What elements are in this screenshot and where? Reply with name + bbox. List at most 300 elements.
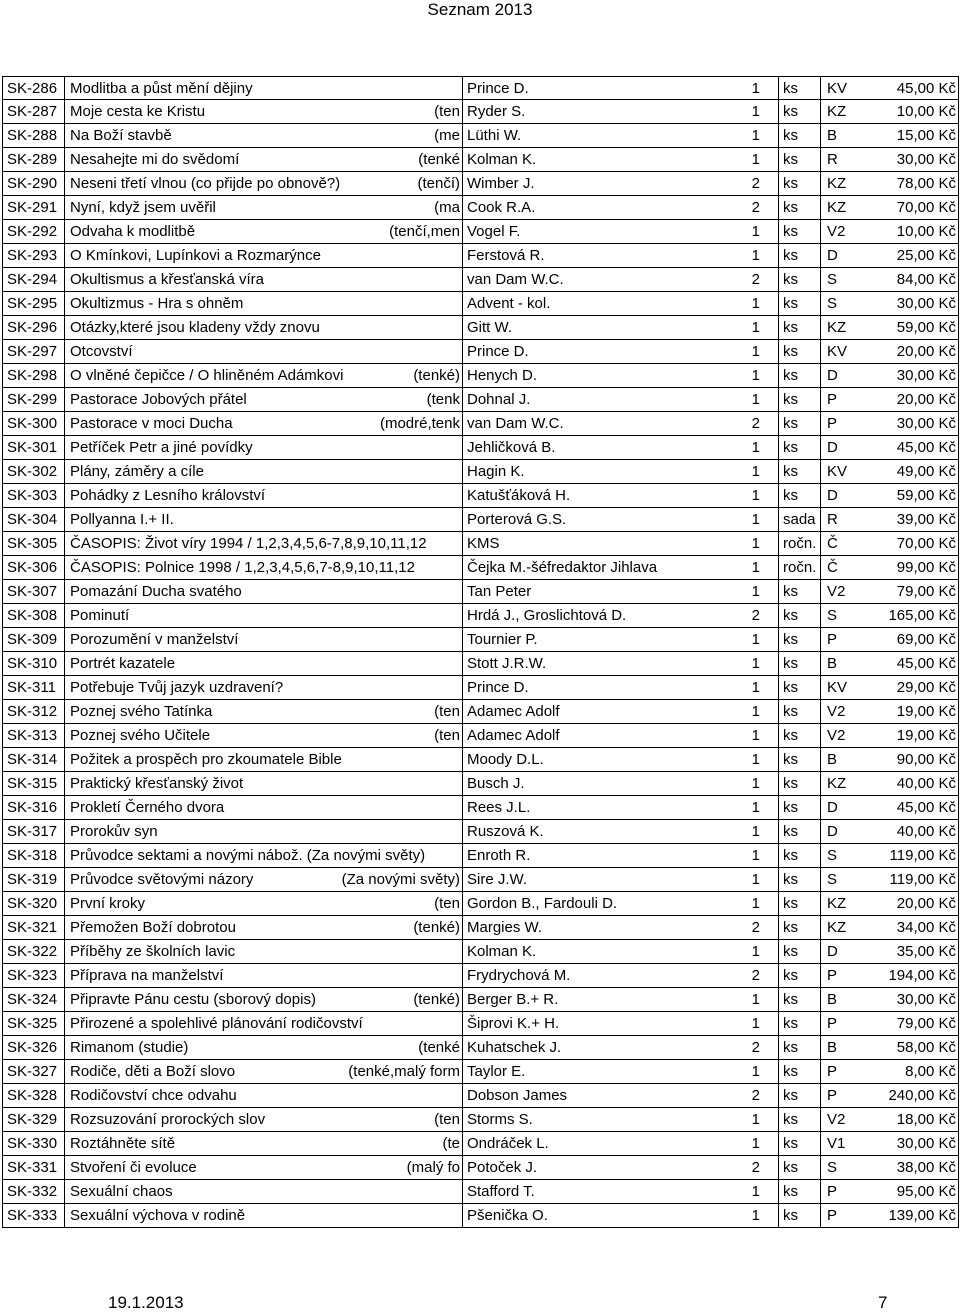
cell-quantity: 2 — [751, 919, 760, 936]
cell-category: P — [820, 1084, 870, 1107]
cell-quantity: 1 — [751, 631, 760, 648]
cell-title-text: Otázky,které jsou kladeny vždy znovu — [70, 319, 320, 336]
cell-code: SK-318 — [2, 844, 64, 867]
cell-unit: ks — [778, 196, 820, 219]
cell-author: Frydrychová M. — [462, 964, 742, 987]
cell-code: SK-327 — [2, 1060, 64, 1083]
cell-category: D — [820, 484, 870, 507]
cell-author: Ryder S. — [462, 100, 742, 123]
cell-title — [64, 988, 462, 1011]
cell-quantity: 1 — [751, 847, 760, 864]
table-row — [2, 412, 959, 436]
cell-category: KV — [820, 676, 870, 699]
cell-code: SK-308 — [2, 604, 64, 627]
cell-quantity: 2 — [751, 199, 760, 216]
cell-title — [64, 436, 462, 459]
cell-unit: ročn. — [778, 556, 820, 579]
cell-quantity: 1 — [751, 583, 760, 600]
cell-author: Adamec Adolf — [462, 724, 742, 747]
cell-title — [64, 916, 462, 939]
cell-author: Henych D. — [462, 364, 742, 387]
cell-code: SK-295 — [2, 292, 64, 315]
cell-unit: ks — [778, 940, 820, 963]
cell-title — [64, 77, 462, 100]
cell-quantity: 1 — [751, 727, 760, 744]
cell-title — [64, 172, 462, 195]
cell-unit: ks — [778, 77, 820, 100]
cell-title — [64, 388, 462, 411]
cell-title-text: Prokletí Černého dvora — [70, 799, 225, 816]
cell-title-text: Odvaha k modlitbě — [70, 223, 196, 240]
cell-price: 194,00 Kč — [870, 964, 959, 987]
cell-title — [64, 820, 462, 843]
table-row — [2, 124, 959, 148]
cell-price: 25,00 Kč — [870, 244, 959, 267]
cell-author: van Dam W.C. — [462, 268, 742, 291]
cell-title-text: Pomazání Ducha svatého — [70, 583, 242, 600]
cell-quantity: 2 — [751, 967, 760, 984]
cell-title-text: Pastorace Jobových přátel — [70, 391, 247, 408]
cell-title — [64, 1156, 462, 1179]
cell-title-text: Pominutí — [70, 607, 130, 624]
cell-author: Prince D. — [462, 676, 742, 699]
cell-author: Dohnal J. — [462, 388, 742, 411]
cell-quantity: 2 — [751, 271, 760, 288]
cell-price: 240,00 Kč — [870, 1084, 959, 1107]
cell-author: Dobson James — [462, 1084, 742, 1107]
cell-code: SK-299 — [2, 388, 64, 411]
cell-title-note: (ma — [434, 199, 460, 216]
cell-title-text: Poznej svého Učitele — [70, 727, 211, 744]
cell-author: Adamec Adolf — [462, 700, 742, 723]
cell-title-note: (tenké,malý form — [348, 1063, 460, 1080]
cell-code: SK-306 — [2, 556, 64, 579]
cell-title — [64, 1108, 462, 1131]
cell-title-text: Okultizmus - Hra s ohněm — [70, 295, 244, 312]
cell-code: SK-292 — [2, 220, 64, 243]
cell-price: 10,00 Kč — [870, 220, 959, 243]
cell-title-text: ČASOPIS: Život víry 1994 / 1,2,3,4,5,6-7,8,9,10,11,12 — [70, 535, 427, 552]
cell-unit: ks — [778, 484, 820, 507]
cell-code: SK-316 — [2, 796, 64, 819]
cell-price: 30,00 Kč — [870, 148, 959, 171]
table-row — [2, 1156, 959, 1180]
cell-title-text: Portrét kazatele — [70, 655, 176, 672]
cell-category: KZ — [820, 316, 870, 339]
cell-title-note: (ten — [434, 895, 460, 912]
cell-title-text: Sexuální chaos — [70, 1183, 173, 1200]
cell-category: P — [820, 388, 870, 411]
table-row — [2, 388, 959, 412]
cell-unit: ks — [778, 100, 820, 123]
cell-title-note: (tenké) — [413, 991, 460, 1008]
cell-price: 79,00 Kč — [870, 580, 959, 603]
cell-code: SK-312 — [2, 700, 64, 723]
cell-code: SK-303 — [2, 484, 64, 507]
cell-quantity: 1 — [751, 223, 760, 240]
cell-title-text: Plány, záměry a cíle — [70, 463, 204, 480]
cell-unit: ks — [778, 1132, 820, 1155]
cell-author: Hrdá J., Groslichtová D. — [462, 604, 742, 627]
cell-unit: ks — [778, 604, 820, 627]
cell-category: S — [820, 1156, 870, 1179]
cell-title — [64, 412, 462, 435]
cell-category: KZ — [820, 772, 870, 795]
table-row — [2, 316, 959, 340]
cell-category: D — [820, 364, 870, 387]
cell-code: SK-314 — [2, 748, 64, 771]
cell-price: 95,00 Kč — [870, 1180, 959, 1203]
table-row — [2, 556, 959, 580]
cell-title-note: (ten — [434, 1111, 460, 1128]
cell-title-text: Rozsuzování prorockých slov — [70, 1111, 266, 1128]
cell-code: SK-328 — [2, 1084, 64, 1107]
cell-title — [64, 532, 462, 555]
cell-category: R — [820, 148, 870, 171]
cell-price: 45,00 Kč — [870, 436, 959, 459]
cell-code: SK-288 — [2, 124, 64, 147]
cell-author: Ferstová R. — [462, 244, 742, 267]
cell-unit: ks — [778, 1180, 820, 1203]
table-row — [2, 1204, 959, 1228]
cell-unit: ks — [778, 364, 820, 387]
cell-unit: ks — [778, 1036, 820, 1059]
cell-title — [64, 220, 462, 243]
cell-category: B — [820, 1036, 870, 1059]
cell-title-text: Rodiče, děti a Boží slovo — [70, 1063, 236, 1080]
cell-title-note: (tenké — [418, 151, 460, 168]
cell-price: 45,00 Kč — [870, 796, 959, 819]
cell-title-note: (ten — [434, 103, 460, 120]
cell-title-text: Pollyanna I.+ II. — [70, 511, 174, 528]
cell-quantity: 1 — [751, 127, 760, 144]
cell-author: Potoček J. — [462, 1156, 742, 1179]
cell-title-text: Průvodce sektami a novými nábož. (Za novými světy) — [70, 847, 426, 864]
cell-author: KMS — [462, 532, 742, 555]
cell-category: KV — [820, 340, 870, 363]
cell-quantity: 1 — [751, 487, 760, 504]
cell-title-note: (ten — [434, 727, 460, 744]
cell-title-text: Stvoření či evoluce — [70, 1159, 197, 1176]
cell-price: 30,00 Kč — [870, 364, 959, 387]
cell-price: 70,00 Kč — [870, 196, 959, 219]
cell-category: S — [820, 604, 870, 627]
cell-unit: ks — [778, 724, 820, 747]
table-row — [2, 892, 959, 916]
cell-author: Kuhatschek J. — [462, 1036, 742, 1059]
table-row — [2, 988, 959, 1012]
cell-category: D — [820, 796, 870, 819]
cell-title — [64, 100, 462, 123]
cell-price: 38,00 Kč — [870, 1156, 959, 1179]
cell-unit: ks — [778, 220, 820, 243]
cell-code: SK-305 — [2, 532, 64, 555]
cell-price: 59,00 Kč — [870, 316, 959, 339]
cell-category: S — [820, 868, 870, 891]
cell-title-note: (tenčí,men — [389, 223, 460, 240]
cell-title — [64, 1084, 462, 1107]
cell-unit: ks — [778, 148, 820, 171]
cell-category: P — [820, 1204, 870, 1227]
cell-quantity: 1 — [751, 343, 760, 360]
cell-unit: ks — [778, 316, 820, 339]
cell-title — [64, 148, 462, 171]
table-row — [2, 532, 959, 556]
cell-price: 20,00 Kč — [870, 340, 959, 363]
cell-title — [64, 196, 462, 219]
table-row — [2, 244, 959, 268]
cell-unit: ks — [778, 868, 820, 891]
cell-price: 20,00 Kč — [870, 892, 959, 915]
cell-author: Berger B.+ R. — [462, 988, 742, 1011]
cell-code: SK-293 — [2, 244, 64, 267]
table-row — [2, 1036, 959, 1060]
cell-quantity: 1 — [751, 103, 760, 120]
cell-quantity: 2 — [751, 1159, 760, 1176]
cell-quantity: 2 — [751, 1039, 760, 1056]
cell-price: 78,00 Kč — [870, 172, 959, 195]
cell-title-note: (me — [434, 127, 460, 144]
cell-code: SK-321 — [2, 916, 64, 939]
cell-author: Storms S. — [462, 1108, 742, 1131]
table-row — [2, 220, 959, 244]
table-row — [2, 1108, 959, 1132]
cell-unit: ks — [778, 700, 820, 723]
cell-code: SK-297 — [2, 340, 64, 363]
cell-code: SK-307 — [2, 580, 64, 603]
cell-title-note: (tenké — [418, 1039, 460, 1056]
cell-category: P — [820, 964, 870, 987]
cell-unit: ks — [778, 388, 820, 411]
cell-category: V2 — [820, 1108, 870, 1131]
table-row — [2, 1012, 959, 1036]
cell-title-text: Rodičovství chce odvahu — [70, 1087, 237, 1104]
table-row — [2, 436, 959, 460]
cell-title-text: Nesahejte mi do svědomí — [70, 151, 240, 168]
cell-unit: ks — [778, 1084, 820, 1107]
cell-title-text: Potřebuje Tvůj jazyk uzdravení? — [70, 679, 284, 696]
cell-title-text: O vlněné čepičce / O hliněném Adámkovi — [70, 367, 344, 384]
cell-title-text: Na Boží stavbě — [70, 127, 172, 144]
cell-code: SK-333 — [2, 1204, 64, 1227]
cell-code: SK-317 — [2, 820, 64, 843]
cell-quantity: 1 — [751, 703, 760, 720]
cell-category: V2 — [820, 220, 870, 243]
cell-code: SK-329 — [2, 1108, 64, 1131]
cell-quantity: 1 — [751, 823, 760, 840]
cell-author: Prince D. — [462, 77, 742, 100]
cell-code: SK-291 — [2, 196, 64, 219]
cell-category: P — [820, 628, 870, 651]
cell-title-note: (te — [442, 1135, 460, 1152]
cell-title-text: Nyní, když jsem uvěřil — [70, 199, 216, 216]
cell-author: Tournier P. — [462, 628, 742, 651]
cell-title — [64, 316, 462, 339]
cell-title-text: Petříček Petr a jiné povídky — [70, 439, 253, 456]
cell-title-note: (tenčí) — [417, 175, 460, 192]
cell-price: 139,00 Kč — [870, 1204, 959, 1227]
cell-quantity: 1 — [751, 367, 760, 384]
cell-title — [64, 748, 462, 771]
cell-category: S — [820, 844, 870, 867]
cell-quantity: 1 — [751, 943, 760, 960]
cell-quantity: 1 — [751, 991, 760, 1008]
cell-title — [64, 796, 462, 819]
cell-code: SK-325 — [2, 1012, 64, 1035]
cell-category: P — [820, 1180, 870, 1203]
cell-quantity: 1 — [751, 247, 760, 264]
cell-unit: ks — [778, 412, 820, 435]
footer-date: 19.1.2013 — [108, 1293, 184, 1312]
cell-category: S — [820, 268, 870, 291]
cell-title-note: (modré,tenk — [379, 415, 460, 432]
cell-code: SK-315 — [2, 772, 64, 795]
cell-quantity: 1 — [751, 799, 760, 816]
cell-author: Pšenička O. — [462, 1204, 742, 1227]
cell-quantity: 2 — [751, 607, 760, 624]
table-row — [2, 916, 959, 940]
cell-author: Enroth R. — [462, 844, 742, 867]
cell-title-text: Moje cesta ke Kristu — [70, 103, 206, 120]
cell-code: SK-309 — [2, 628, 64, 651]
table-row — [2, 148, 959, 172]
cell-category: Č — [820, 532, 870, 555]
cell-title — [64, 700, 462, 723]
catalog-table — [2, 76, 959, 1228]
table-row — [2, 652, 959, 676]
cell-title — [64, 268, 462, 291]
cell-quantity: 1 — [751, 1063, 760, 1080]
cell-title-text: O Kmínkovi, Lupínkovi a Rozmarýnce — [70, 247, 321, 264]
cell-price: 20,00 Kč — [870, 388, 959, 411]
cell-unit: ks — [778, 124, 820, 147]
cell-unit: ročn. — [778, 532, 820, 555]
table-row — [2, 196, 959, 220]
cell-unit: ks — [778, 340, 820, 363]
cell-category: V2 — [820, 724, 870, 747]
cell-quantity: 1 — [751, 679, 760, 696]
cell-category: Č — [820, 556, 870, 579]
cell-category: B — [820, 988, 870, 1011]
cell-price: 35,00 Kč — [870, 940, 959, 963]
cell-unit: ks — [778, 652, 820, 675]
cell-title-note: (malý fo — [406, 1159, 460, 1176]
cell-title-text: Porozumění v manželství — [70, 631, 239, 648]
table-row — [2, 292, 959, 316]
cell-unit: sada — [778, 508, 820, 531]
cell-quantity: 1 — [751, 1111, 760, 1128]
cell-category: D — [820, 820, 870, 843]
cell-category: KV — [820, 460, 870, 483]
cell-unit: ks — [778, 172, 820, 195]
cell-category: D — [820, 244, 870, 267]
cell-title-text: Přemožen Boží dobrotou — [70, 919, 236, 936]
cell-code: SK-323 — [2, 964, 64, 987]
cell-price: 30,00 Kč — [870, 1132, 959, 1155]
cell-author: Šiprovi K.+ H. — [462, 1012, 742, 1035]
table-row — [2, 364, 959, 388]
cell-quantity: 1 — [751, 751, 760, 768]
cell-price: 79,00 Kč — [870, 1012, 959, 1035]
cell-title-text: Modlitba a půst mění dějiny — [70, 80, 253, 97]
cell-price: 165,00 Kč — [870, 604, 959, 627]
page-title: Seznam 2013 — [427, 0, 533, 19]
cell-author: Kolman K. — [462, 940, 742, 963]
cell-price: 58,00 Kč — [870, 1036, 959, 1059]
cell-code: SK-310 — [2, 652, 64, 675]
cell-quantity: 2 — [751, 1087, 760, 1104]
cell-code: SK-290 — [2, 172, 64, 195]
cell-unit: ks — [778, 436, 820, 459]
cell-price: 8,00 Kč — [870, 1060, 959, 1083]
cell-quantity: 1 — [751, 559, 760, 576]
cell-quantity: 1 — [751, 80, 760, 97]
cell-author: Cook R.A. — [462, 196, 742, 219]
table-row — [2, 748, 959, 772]
cell-title — [64, 628, 462, 651]
cell-title — [64, 964, 462, 987]
cell-price: 45,00 Kč — [870, 652, 959, 675]
cell-quantity: 2 — [751, 415, 760, 432]
table-row — [2, 820, 959, 844]
cell-author: Vogel F. — [462, 220, 742, 243]
cell-title-text: Příprava na manželství — [70, 967, 224, 984]
cell-unit: ks — [778, 892, 820, 915]
cell-title — [64, 580, 462, 603]
cell-code: SK-319 — [2, 868, 64, 891]
footer-page-number: 7 — [878, 1293, 888, 1312]
cell-unit: ks — [778, 676, 820, 699]
cell-unit: ks — [778, 628, 820, 651]
cell-author: Margies W. — [462, 916, 742, 939]
cell-price: 29,00 Kč — [870, 676, 959, 699]
cell-author: Tan Peter — [462, 580, 742, 603]
cell-author: Jehličková B. — [462, 436, 742, 459]
cell-quantity: 1 — [751, 1207, 760, 1224]
table-row — [2, 1180, 959, 1204]
table-row — [2, 724, 959, 748]
cell-price: 34,00 Kč — [870, 916, 959, 939]
cell-author: Čejka M.-šéfredaktor Jihlava — [462, 556, 742, 579]
cell-unit: ks — [778, 820, 820, 843]
cell-price: 45,00 Kč — [870, 77, 959, 100]
cell-quantity: 1 — [751, 295, 760, 312]
table-row — [2, 460, 959, 484]
cell-quantity: 1 — [751, 895, 760, 912]
cell-quantity: 1 — [751, 439, 760, 456]
cell-price: 84,00 Kč — [870, 268, 959, 291]
cell-quantity: 1 — [751, 151, 760, 168]
table-row — [2, 508, 959, 532]
table-row — [2, 1084, 959, 1108]
table-row — [2, 268, 959, 292]
cell-author: Busch J. — [462, 772, 742, 795]
cell-title-text: Praktický křesťanský život — [70, 775, 244, 792]
cell-category: B — [820, 748, 870, 771]
cell-title-text: Příběhy ze školních lavic — [70, 943, 236, 960]
cell-title — [64, 724, 462, 747]
table-row — [2, 676, 959, 700]
cell-unit: ks — [778, 1156, 820, 1179]
cell-price: 15,00 Kč — [870, 124, 959, 147]
cell-price: 30,00 Kč — [870, 988, 959, 1011]
cell-price: 30,00 Kč — [870, 412, 959, 435]
table-row — [2, 796, 959, 820]
cell-author: Hagin K. — [462, 460, 742, 483]
table-row — [2, 100, 959, 124]
cell-unit: ks — [778, 1012, 820, 1035]
cell-code: SK-313 — [2, 724, 64, 747]
